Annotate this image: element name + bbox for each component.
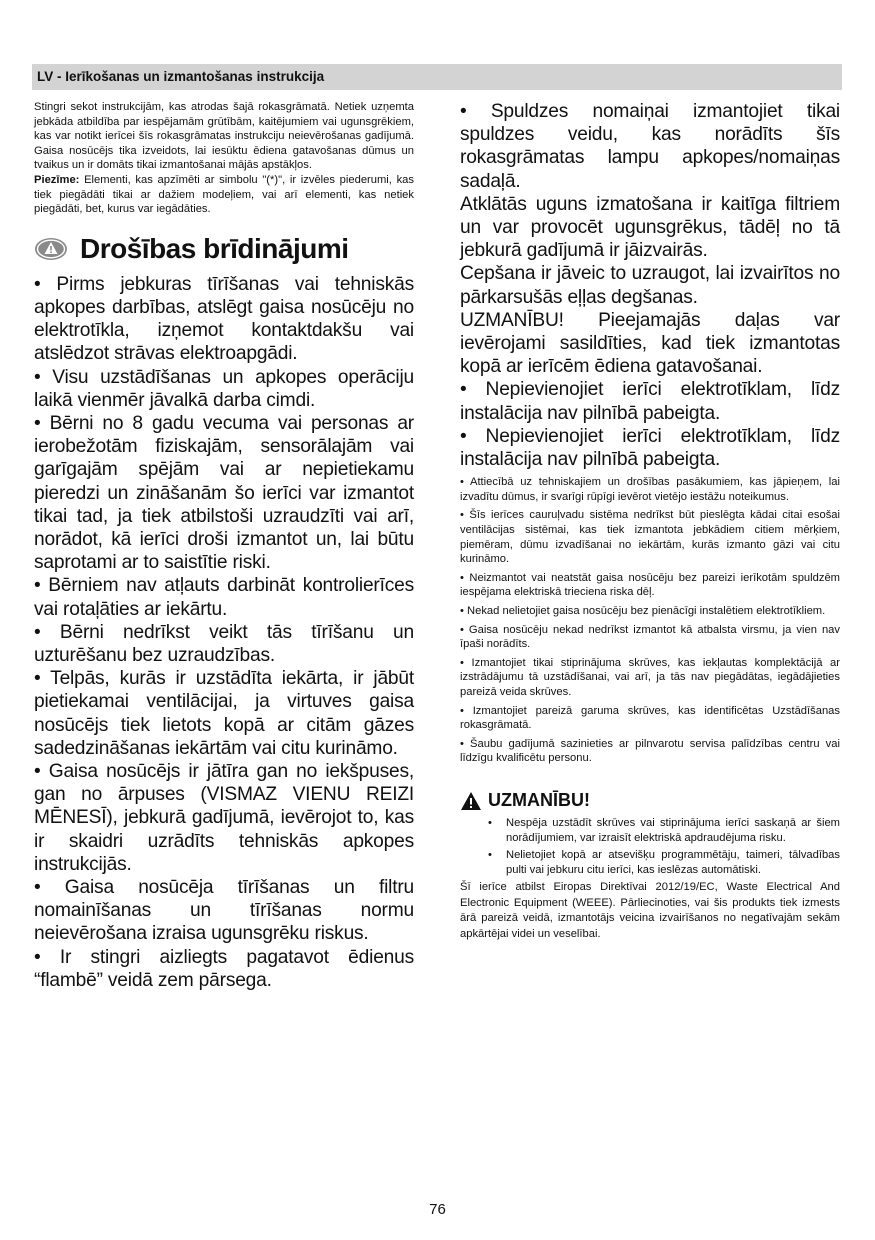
safety-small-item: • Šīs ierīces cauruļvadu sistēma nedrīkst būt pieslēgta kādai citai esošai ventilācijas sistēmai, kas tiek izmantota jebkādiem citiem mērķiem, piemēram, dūmu izvadīšanai no iekārtām, kurās izmanto gāzi vai citu kurināmo. xyxy=(460,509,840,566)
caution-title: UZMANĪBU! xyxy=(488,790,590,811)
safety-item: • Bērni nedrīkst veikt tās tīrīšanu un uzturēšanu bez uzraudzības. xyxy=(34,621,414,666)
caution-heading xyxy=(460,788,840,814)
safety-small-item: • Gaisa nosūcēju nekad nedrīkst izmantot kā atbalsta virsmu, ja vien nav īpaši norādīts. xyxy=(460,623,840,651)
safety-small-item: • Neizmantot vai neatstāt gaisa nosūcēju bez pareizi ierīkotām spuldzēm iespējama elektriskā trieciena riska dēļ. xyxy=(460,571,840,599)
safety-small-item: • Izmantojiet pareizā garuma skrūves, kas identificētas Uzstādīšanas rokasgrāmatā. xyxy=(460,704,840,732)
caution-item: • Nelietojiet kopā ar atsevišķu programmētāju, taimeri, tālvadības pulti vai jebkuru citu ierīci, kas ieslēzas automātiski. xyxy=(488,848,840,877)
safety-item: • Ir stingri aizliegts pagatavot ēdienus “flambē” veidā zem pārsega. xyxy=(34,946,414,991)
safety-small-item: • Izmantojiet tikai stiprinājuma skrūves, kas iekļautas komplektācijā ar izstrādājumu tā uzstādīšanai, vai arī, ja tās nav piegādātas, iegādājieties pareizā veida skrūves. xyxy=(460,656,840,698)
safety-small-item: • Attiecībā uz tehniskajiem un drošības pasākumiem, kas jāpieņem, lai izvadītu dūmus, ir svarīgi rūpīgi ievērot vietējo iestāžu noteikumus. xyxy=(460,476,840,503)
caution-list xyxy=(460,816,840,877)
safety-item: • Telpās, kurās ir uzstādīta iekārta, ir jābūt pietiekamai ventilācijai, ja virtuves gaisa nosūcējs tiek lietots kopā ar citām gāzes sadedzināšanas iekārtām vai citu kurināmo. xyxy=(34,668,414,759)
safety-small-item: • Šaubu gadījumā sazinieties ar pilnvarotu servisa palīdzības centru vai līdzīgu kvalificētu personu. xyxy=(460,737,840,765)
section-header: LV - Ierīkošanas un izmantošanas instrukcija xyxy=(32,64,842,90)
safety-item: Atklātās uguns izmatošana ir kaitīga filtriem un var provocēt ugunsgrēkus, tādēļ no tā jebkurā gadījumā ir jāizvairās. xyxy=(460,193,840,262)
safety-item: UZMANĪBU! Pieejamajās daļas var ievērojami sasildīties, kad tiek izmantotas kopā ar ierīcēm ēdiena gatavošanai. xyxy=(460,309,840,378)
safety-heading xyxy=(34,231,414,267)
safety-small-item: • Nekad nelietojiet gaisa nosūcēju bez pienācīgi instalētiem elektrotīkliem. xyxy=(460,605,826,617)
safety-item: • Visu uzstādīšanas un apkopes operāciju laikā vienmēr jāvalkā darba cimdi. xyxy=(34,366,414,411)
safety-item: • Spuldzes nomaiņai izmantojiet tikai spuldzes veidu, kas norādīts šīs rokasgrāmatas lampu apkopes/nomaiņas sadaļā. xyxy=(460,101,840,192)
safety-item: • Nepievienojiet ierīci elektrotīklam, līdz instalācija nav pilnībā pabeigta. xyxy=(460,379,840,424)
intro-note xyxy=(34,173,414,217)
weee-paragraph: Šī ierīce atbilst Eiropas Direktīvai 2012/19/EC, Waste Electrical And Electronic Equipment (WEEE). Pārliecinoties, vai šis produkts tiek izmests ārā pareizā veidā, izmantotājs veicina izvairīšanos no negatīvajām sekām apkārtējai videi un veselībai. xyxy=(460,881,840,940)
intro-paragraph: Stingri sekot instrukcijām, kas atrodas šajā rokasgrāmatā. Netiek uzņemta jebkāda atbildība par iespējamām grūtībām, kaitējumiem vai ugunsgrēkiem, kas var notikt ierīcei šīs rokasgrāmatas instrukciju neievērošanas gadījumā. Gaisa nosūcējs tika izveidots, lai iesūktu ēdiena gatavošanas dūmus un tvaikus un ir domāts tikai izmantošanai mājās apstākļos. xyxy=(34,101,414,172)
safety-item: Cepšana ir jāveic to uzraugot, lai izvairītos no pārkarsušās eļļas degšanas. xyxy=(460,263,840,308)
safety-item: • Pirms jebkuras tīrīšanas vai tehniskās apkopes darbības, atslēgt gaisa nosūcēju no elektrotīkla, izņemot kontaktdakšu vai atslēdzot strāvas elektroapgādi. xyxy=(34,273,414,365)
safety-item: • Nepievienojiet ierīci elektrotīklam, līdz instalācija nav pilnībā pabeigta. xyxy=(460,425,840,471)
safety-item: • Bērniem nav atļauts darbināt kontrolierīces vai rotaļāties ar iekārtu. xyxy=(34,575,414,620)
warning-triangle-icon xyxy=(460,791,482,811)
left-column xyxy=(34,100,414,992)
safety-title: Drošības brīdinājumi xyxy=(80,232,349,264)
caution-item: • Nespēja uzstādīt skrūves vai stiprinājuma ierīci saskaņā ar šiem norādījumiem, var izraisīt elektriskā apdraudējuma risku. xyxy=(488,816,840,845)
warning-badge-icon xyxy=(34,237,68,261)
page-number: 76 xyxy=(429,1201,446,1218)
safety-item: • Gaisa nosūcējs ir jātīra gan no iekšpuses, gan no ārpuses (VISMAZ VIENU REIZI MĒNESĪ), jebkurā gadījumā, ievērojot to, kas ir skaidri uzrādīts tehniskās apkopes instrukcijās. xyxy=(34,761,414,875)
right-column xyxy=(460,100,840,942)
note-text: Elementi, kas apzīmēti ar simbolu "(*)", ir izvēles piederumi, kas tiek piegādāti tikai ar dažiem modeļiem, vai arī elementi, kas netiek piegādāti, bet, kurus var iegādāties. xyxy=(34,173,414,216)
safety-item: • Gaisa nosūcēja tīrīšanas un filtru nomainīšanas un tīrīšanas normu neievērošana izraisa ugunsgrēku riskus. xyxy=(34,877,414,945)
note-label: Piezīme: xyxy=(34,173,80,186)
safety-item: • Bērni no 8 gadu vecuma vai personas ar ierobežotām fiziskajām, sensorālajām vai garīgajām spējām vai ar nepietiekamu pieredzi un zināšanām šo ierīci var izmantot tikai tad, ja tiek atbilstoši uzraudzīti vai arī, norādot, kā ierīci droši izmantot un, lai būtu saprotami ar to saistītie riski. xyxy=(34,412,414,574)
